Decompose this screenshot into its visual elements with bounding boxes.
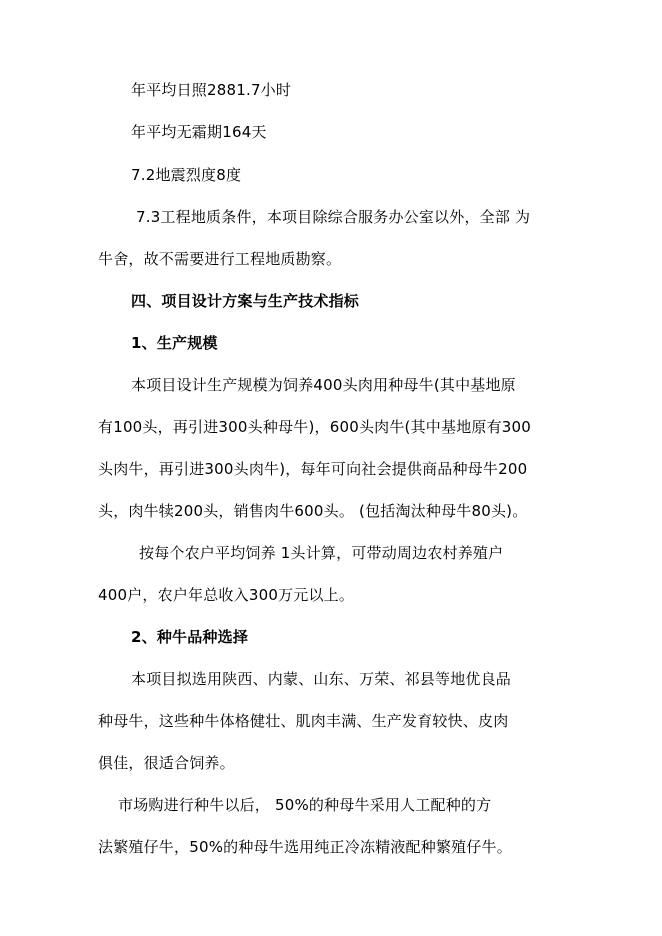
breed-selection-line-2: 种母牛，这些种牛体格健壮、肌肉丰满、生产发育较快、皮肉 — [98, 712, 509, 730]
breed-selection-line-3: 俱佳，很适合饲养。 — [98, 754, 235, 772]
section-4-title: 四、项目设计方案与生产技术指标 — [131, 292, 360, 310]
breeding-method-line-2: 法繁殖仔牛，50%的种母牛选用纯正冷冻精液配种繁殖仔牛。 — [98, 838, 512, 856]
geology-line-2: 牛舍，故不需要进行工程地质勘察。 — [98, 250, 342, 268]
production-benefit-line-2: 400户，农户年总收入300万元以上。 — [98, 586, 355, 604]
climate-sunshine: 年平均日照2881.7小时 — [131, 81, 292, 99]
production-scale-line-4: 头，肉牛犊200头，销售肉牛600头。 (包括淘汰种母牛80头)。 — [98, 502, 528, 520]
section-4-2-title: 2、种牛品种选择 — [131, 628, 249, 646]
production-scale-line-1: 本项目设计生产规模为饲养400头肉用种母牛(其中基地原 — [131, 376, 516, 394]
production-scale-line-3: 头肉牛，再引进300头肉牛)，每年可向社会提供商品种母牛200 — [98, 460, 528, 478]
breed-selection-line-1: 本项目拟选用陕西、内蒙、山东、万荣、祁县等地优良品 — [131, 670, 512, 688]
production-benefit-line-1: 按每个农户平均饲养 1头计算，可带动周边农村养殖户 — [139, 544, 504, 562]
geology-line-1: 7.3工程地质条件，本项目除综合服务办公室以外，全部 为 — [136, 208, 531, 226]
climate-frost-free: 年平均无霜期164天 — [131, 123, 267, 141]
section-4-1-title: 1、生产规模 — [131, 334, 218, 352]
climate-seismic: 7.2地震烈度8度 — [131, 166, 242, 184]
production-scale-line-2: 有100头，再引进300头种母牛)，600头肉牛(其中基地原有300 — [98, 418, 532, 436]
breeding-method-line-1: 市场购进行种牛以后， 50%的种母牛采用人工配种的方 — [118, 796, 492, 814]
